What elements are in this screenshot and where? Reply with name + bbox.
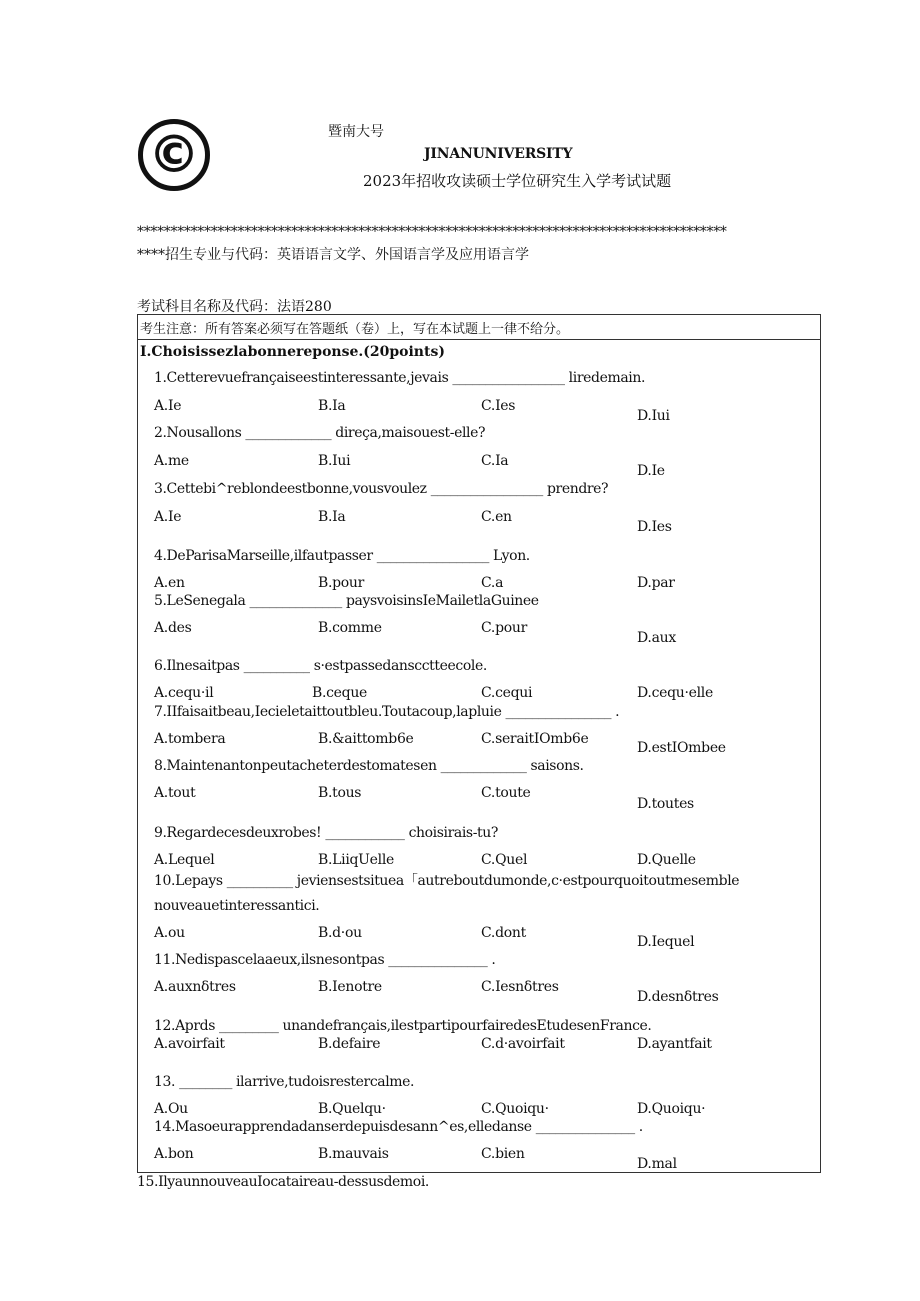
option-c: C.en [481,509,512,525]
option-b: B.comme [318,620,382,636]
option-c: C.a [481,575,504,591]
option-a: A.Lequel [154,852,215,868]
question-stem: 7.IIfaisaitbeau,Iecieletaittoutbleu.Toutacoup,lapluie ________________ . [154,704,620,720]
star-divider: **************************************************************************************** [137,224,727,240]
question-stem: 12.Aprds _________ unandefrançais,ilestpartipourfairedesEtudesenFrance. [154,1018,652,1034]
question-stem-continued: nouveauetinteressantici. [154,898,320,914]
option-d: D.Ie [637,463,665,479]
option-c: C.Ia [481,453,509,469]
question-stem: 2.Nousallons _____________ direça,maisouest-elle? [154,425,486,441]
option-d: D.Quelle [637,852,696,868]
option-d: D.aux [637,630,676,646]
subject-line: 考试科目名称及代码：法语280 [137,299,332,315]
notice-row [138,315,820,340]
option-d: D.toutes [637,796,694,812]
option-a: A.des [154,620,192,636]
option-b: B.mauvais [318,1146,389,1162]
section-title: I.Choisissezlabonnereponse.(20points) [140,344,445,360]
option-b: B.pour [318,575,365,591]
option-d: D.mal [637,1156,677,1172]
option-c: C.cequi [481,685,533,701]
option-a: A.ou [154,925,185,941]
question-stem: 3.Cettebi^reblondeestbonne,vousvoulez _________________ prendre? [154,481,609,497]
option-c: C.bien [481,1146,525,1162]
option-a: A.Ie [154,509,182,525]
school-name-chinese: 暨南大号 [328,124,384,140]
option-b: B.&aittomb6e [318,731,414,747]
question-stem: 6.Ilnesaitpas __________ s·estpassedanscctteecole. [154,658,487,674]
option-c: C.Quoiqu· [481,1101,549,1117]
school-name-english: JINANUNIVERSITY [424,146,573,162]
option-c: C.toute [481,785,531,801]
option-d: D.desnδtres [637,989,719,1005]
option-a: A.en [154,575,185,591]
option-d: D.Iequel [637,934,695,950]
option-d: D.ayantfait [637,1036,712,1052]
option-a: A.me [154,453,189,469]
option-d: D.cequ·elle [637,685,713,701]
option-d: D.Ies [637,519,672,535]
option-a: A.avoirfait [154,1036,225,1052]
option-b: B.Ia [318,398,346,414]
question-stem: 14.Masoeurapprendadanserdepuisdesann^es,elledanse _______________ . [154,1119,643,1135]
question-stem: 4.DeParisaMarseille,ilfautpasser _________________ Lyon. [154,548,530,564]
option-b: B.d·ou [318,925,362,941]
question-15-stem: 15.IlyaunnouveauIocataireau-dessusdemoi. [137,1174,429,1190]
option-d: D.par [637,575,675,591]
option-b: B.Quelqu· [318,1101,386,1117]
option-b: B.Iui [318,453,351,469]
option-d: D.estIOmbee [637,740,726,756]
option-a: A.Ie [154,398,182,414]
question-stem: 9.Regardecesdeuxrobes! ____________ choisirais-tu? [154,825,498,841]
option-d: D.Quoiqu· [637,1101,706,1117]
exam-title: 2023年招收攻读硕士学位研究生入学考试试题 [363,172,672,190]
option-a: A.Ou [154,1101,188,1117]
option-a: A.auxnδtres [154,979,236,995]
option-b: B.LiiqUelle [318,852,394,868]
option-a: A.tout [154,785,196,801]
option-b: B.Ia [318,509,346,525]
question-stem: 13. ________ ilarrive,tudoisrestercalme. [154,1074,415,1090]
option-c: C.d·avoirfait [481,1036,565,1052]
option-b: B.ceque [312,685,368,701]
copyright-logo-icon: © [138,119,210,191]
major-line: ****招生专业与代码：英语语言文学、外国语言学及应用语言学 [137,247,529,263]
option-a: A.bon [154,1146,194,1162]
option-b: B.Ienotre [318,979,382,995]
option-c: C.pour [481,620,527,636]
option-a: A.tombera [154,731,226,747]
notice-text: 考生注意：所有答案必须写在答题纸（卷）上，写在本试题上一律不给分。 [140,322,570,337]
option-c: C.dont [481,925,526,941]
option-a: A.cequ·il [154,685,214,701]
question-stem: 8.Maintenantonpeutacheterdestomatesen _____________ saisons. [154,758,584,774]
option-c: C.Iesnδtres [481,979,559,995]
exam-table [137,314,821,1173]
option-c: C.Ies [481,398,516,414]
option-d: D.Iui [637,408,670,424]
option-c: C.Quel [481,852,528,868]
question-stem: 1.Cetterevuefrançaiseestinteressante,jevais _________________ liredemain. [154,370,646,386]
question-stem: 10.Lepays __________ jeviensestsituea「autreboutdumonde,c·estpourquoitoutmesemble [154,873,740,889]
question-stem: 5.LeSenegala ______________ paysvoisinsIeMailetlaGuinee [154,593,539,609]
option-b: B.tous [318,785,362,801]
question-stem: 11.Nedispascelaaeux,ilsnesontpas _______________ . [154,952,496,968]
option-c: C.seraitIOmb6e [481,731,589,747]
option-b: B.defaire [318,1036,381,1052]
